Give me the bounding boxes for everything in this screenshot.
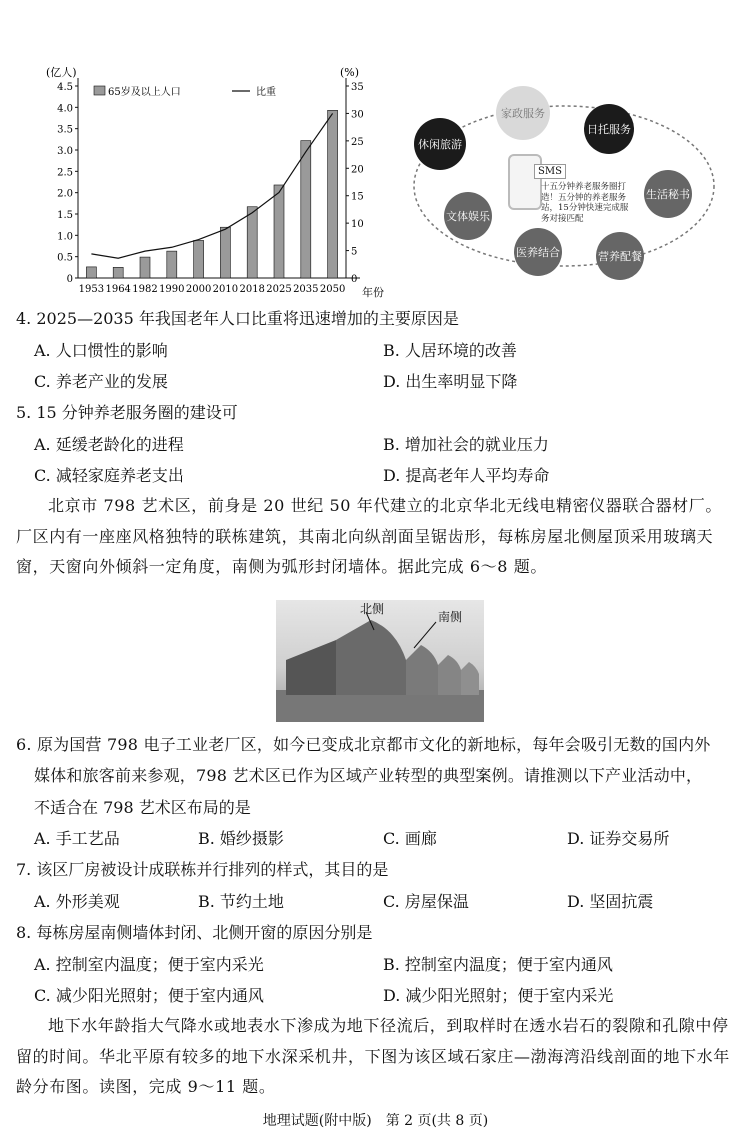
- q4-option-b: B. 人居环境的改善: [383, 341, 517, 360]
- y-tick-label-right: 5: [351, 246, 358, 258]
- q8-option-a: A. 控制室内温度；便于室内采光: [34, 955, 264, 974]
- node-daycare: 日托服务: [584, 104, 634, 154]
- node-meal: 营养配餐: [596, 232, 644, 280]
- q7-option-d: D. 坚固抗震: [567, 892, 654, 911]
- population-bar: [194, 240, 204, 278]
- population-bar: [301, 141, 311, 278]
- page-footer: 地理试题(附中版) 第 2 页(共 8 页): [262, 1113, 489, 1129]
- y-tick-label-right: 35: [351, 82, 364, 93]
- population-bar: [220, 227, 230, 278]
- x-tick-label: 1982: [132, 284, 158, 295]
- x-tick-label: 1953: [78, 284, 105, 295]
- y-tick-label-left: 0.5: [57, 252, 73, 264]
- population-bar: [247, 207, 257, 278]
- q6-option-b: B. 婚纱摄影: [198, 829, 284, 848]
- node-leisure-travel: 休闲旅游: [414, 118, 466, 170]
- legend: [94, 85, 276, 98]
- x-tick-label: 2050: [319, 284, 346, 295]
- q6-option-d: D. 证券交易所: [567, 829, 670, 848]
- question-6-stem-line3: 不适合在 798 艺术区布局的是: [34, 798, 251, 817]
- x-tick-label: 1964: [105, 284, 131, 295]
- y-tick-label-left: 2.5: [57, 167, 73, 179]
- y-tick-label-left: 4.0: [57, 103, 73, 115]
- label-north: 北侧: [360, 602, 385, 616]
- y-tick-label-left: 1.0: [57, 231, 73, 243]
- x-axis-label: 年份: [362, 286, 384, 299]
- question-6-stem-line2: 媒体和旅客前来参观，798 艺术区已作为区域产业转型的典型案例。请推测以下产业活动中，: [34, 766, 703, 785]
- legend-bar-label: 65岁及以上人口: [108, 87, 181, 98]
- q6-option-c: C. 画廊: [383, 829, 437, 848]
- y-tick-label-right: 15: [351, 191, 364, 203]
- q8-option-c: C. 减少阳光照射；便于室内通风: [34, 986, 264, 1005]
- phone-icon: [508, 154, 542, 210]
- legend-line-label: 比重: [256, 87, 276, 98]
- population-bar: [113, 267, 123, 278]
- population-bar: [167, 251, 177, 278]
- question-8-stem: 8. 每栋房屋南侧墙体封闭、北侧开窗的原因分别是: [16, 923, 373, 942]
- y-tick-label-right: 30: [351, 109, 364, 121]
- q8-option-d: D. 减少阳光照射；便于室内采光: [383, 986, 614, 1005]
- y-tick-label-right: 20: [351, 164, 364, 176]
- y-tick-label-left: 3.0: [57, 146, 73, 157]
- x-tick-label: 2000: [185, 284, 212, 295]
- x-tick-label: 2035: [293, 284, 319, 295]
- service-circle-diagram: [404, 86, 724, 286]
- node-life-secretary: 生活秘书: [644, 170, 692, 218]
- q5-option-d: D. 提高老年人平均寿命: [383, 466, 550, 485]
- question-6-stem-line1: 6. 原为国营 798 电子工业老厂区，如今已变成北京都市文化的新地标，每年会吸引无数的国内外: [16, 735, 711, 754]
- question-4-stem: 4. 2025—2035 年我国老年人口比重将迅速增加的主要原因是: [16, 309, 459, 328]
- y-tick-label-right: 25: [351, 136, 364, 148]
- sms-badge: SMS: [534, 164, 566, 179]
- y-tick-label-left: 0: [66, 274, 73, 285]
- population-bar: [328, 110, 338, 278]
- population-bar: [86, 267, 96, 278]
- y-tick-label-right: 10: [351, 219, 364, 231]
- q5-option-c: C. 减轻家庭养老支出: [34, 466, 184, 485]
- passage-groundwater: 地下水年龄指大气降水或地表水下渗成为地下径流后，到取样时在透水岩石的裂隙和孔隙中停留的时间。华北平原有较多的地下水深采机井，下图为该区域石家庄—渤海湾沿线剖面的地下水年龄分布图。读图，完成 9～11 题。: [16, 1016, 730, 1096]
- q4-option-c: C. 养老产业的发展: [34, 372, 168, 391]
- legend-bar-swatch: [94, 86, 105, 95]
- y-tick-label-right: 0: [351, 274, 358, 285]
- population-chart: [40, 66, 390, 306]
- q7-option-a: A. 外形美观: [34, 892, 120, 911]
- x-tick-label: 2025: [266, 284, 292, 295]
- question-7-stem: 7. 该区厂房被设计成联栋并行排列的样式，其目的是: [16, 860, 389, 879]
- x-tick-label: 2010: [212, 284, 239, 295]
- q7-option-c: C. 房屋保温: [383, 892, 469, 911]
- label-south: 南侧: [438, 610, 463, 624]
- population-bar: [274, 185, 284, 278]
- y-tick-label-left: 4.5: [57, 82, 73, 93]
- y-tick-label-left: 3.5: [57, 124, 73, 136]
- y-axis-label-left: (亿人): [46, 66, 77, 79]
- node-medical-care: 医养结合: [514, 228, 562, 276]
- question-5-stem: 5. 15 分钟养老服务圈的建设可: [16, 403, 238, 422]
- y-tick-label-left: 2.0: [57, 188, 73, 200]
- passage-798: 北京市 798 艺术区，前身是 20 世纪 50 年代建立的北京华北无线电精密仪器联合器材厂。厂区内有一座座风格独特的联栋建筑，其南北向纵剖面呈锯齿形，每栋房屋北侧屋顶采用玻璃天窗，天窗向外倾斜一定角度，南侧为弧形封闭墙体。据此完成 6～8 题。: [16, 496, 722, 576]
- node-recreation: 文体娱乐: [444, 192, 492, 240]
- q5-option-b: B. 增加社会的就业压力: [383, 435, 549, 454]
- y-axis-label-right: (%): [340, 66, 360, 79]
- node-housekeeping: 家政服务: [496, 86, 550, 140]
- x-tick-label: 2018: [239, 284, 265, 295]
- center-description: 十五分钟养老服务圈打造！五分钟的养老服务站，15分钟快速完成服务对接匹配: [541, 182, 629, 224]
- y-tick-label-left: 1.5: [57, 210, 73, 221]
- q6-option-a: A. 手工艺品: [34, 829, 120, 848]
- x-tick-label: 1990: [159, 284, 185, 295]
- factory-photo: [276, 600, 484, 722]
- q4-option-a: A. 人口惯性的影响: [34, 341, 168, 360]
- ratio-line: [91, 113, 332, 258]
- population-bar: [140, 257, 150, 278]
- q4-option-d: D. 出生率明显下降: [383, 372, 518, 391]
- q5-option-a: A. 延缓老龄化的进程: [34, 435, 184, 454]
- q7-option-b: B. 节约土地: [198, 892, 284, 911]
- q8-option-b: B. 控制室内温度；便于室内通风: [383, 955, 613, 974]
